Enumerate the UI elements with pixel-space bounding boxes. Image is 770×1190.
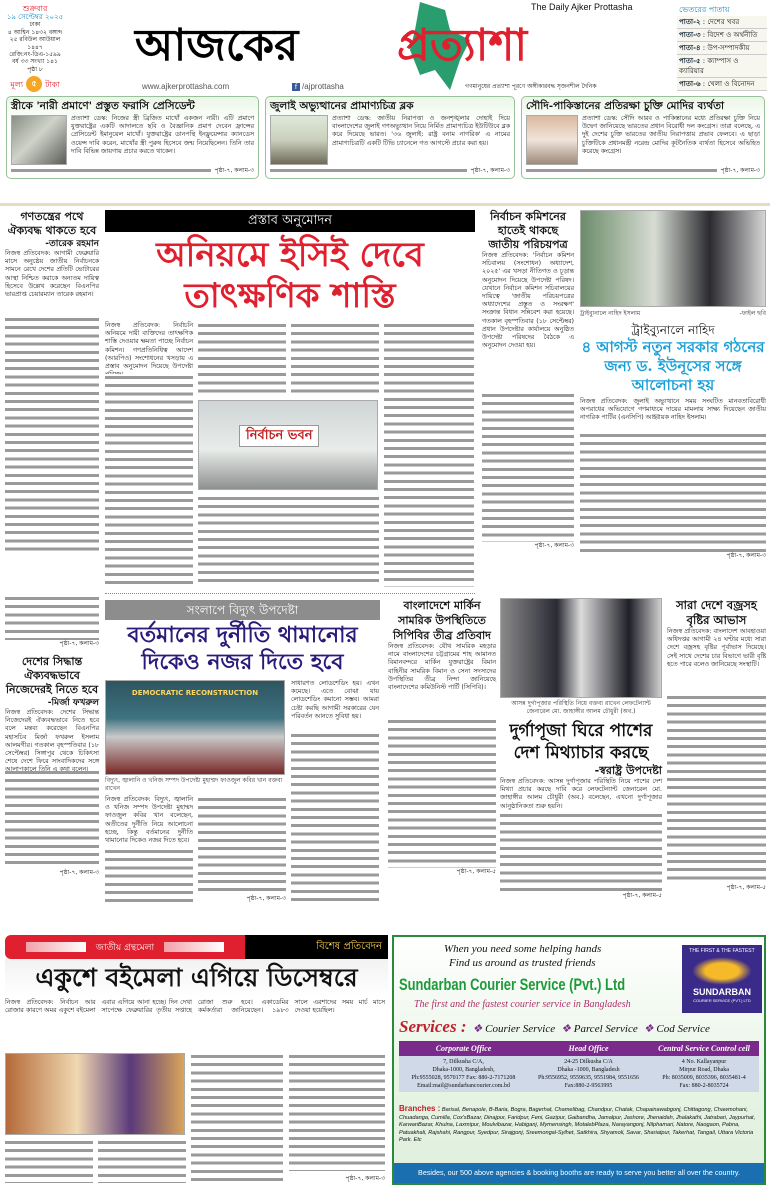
ad-company: Sundarban Courier Service (Pvt.) Ltd: [399, 975, 626, 994]
ad-footer: Besides, our 500 above agencies & booking booths are ready to serve you better all over the country.: [394, 1163, 764, 1183]
story-body: নিজস্ব প্রতিবেদক: আগামী ফেব্রুয়ারি মাসে অনুষ্ঠেয় জাতীয় নির্বাচনকে সামনে রেখে দেশের প্রতিটি ভোটারের আস্থা নিশ্চিত করাকে অন্যতম দায়িত্ব হিসেবে উল্লেখ করেছেন বিএনপির ভারপ্রাপ্ত চেয়ারম্যান তারেক রহমান।: [5, 250, 99, 299]
top-story-macron[interactable]: [6, 96, 259, 179]
photo-caption: বিদ্যুৎ, জ্বালানি ও খনিজ সম্পদ উপদেষ্টা মুহাম্মদ ফাওজুল কবির খান বক্তব্য রাখেন: [105, 777, 283, 792]
volume: বর্ষ ৩৩ সংখ্যা ১৪১: [12, 58, 58, 66]
date: ১৯ সেপ্টেম্বর ২০২৫: [6, 13, 64, 21]
continued-ref: পৃষ্ঠা-৭, কলাম-৩: [59, 869, 99, 876]
index-label: খেলা ও বিনোদন: [707, 80, 755, 88]
story-body-col2: [98, 1139, 186, 1183]
tiger-icon: [692, 957, 752, 985]
divider: [105, 593, 475, 594]
headline: দেশের সিদ্ধান্ত ঐক্যবদ্ধভাবে নিজেদেরই নিতে হবে: [5, 655, 99, 696]
index-page: পাতা-৬: [679, 80, 701, 88]
office-line: Mirpur Road, Dhaka: [679, 1067, 729, 1073]
byline: -মির্জা ফখরুল: [47, 698, 99, 708]
story-photo: [11, 115, 67, 165]
continued-ref: পৃষ্ঠা-৭, কলাম-৫: [622, 892, 662, 899]
story-photo: [105, 680, 285, 775]
story-photo: [270, 115, 328, 165]
story-body-col3: [191, 1053, 283, 1183]
services-label: Services :: [399, 1017, 467, 1036]
lead-headline-line1: অনিয়মে ইসিই দেবে: [156, 235, 424, 275]
story-body: নিজস্ব প্রতিবেদক: বাংলাদেশ আবহাওয়া অধিদপ্তর আগামী ২৪ ঘণ্টার মধ্যে সারা দেশে বজ্রসহ বৃষ্টির পূর্বাভাস দিয়েছে। সেই সাথে দেশের চার বিভাগে ভারী বৃষ্টি হতে পারে বলেও জানিয়েছে সংস্থাটি।: [667, 628, 766, 668]
story-power-adviser[interactable]: [105, 600, 380, 930]
index-page: পাতা-৩: [679, 31, 701, 39]
top-story-saudi-pakistan[interactable]: [521, 96, 765, 179]
bangla-date: ৪ আশ্বিন ১৪৩২ বঙ্গাব্দ: [7, 28, 63, 36]
office-line: Email:mail@sundarbancourier.com.bd: [417, 1083, 510, 1089]
lead-body: নিজস্ব প্রতিবেদক: নির্বাচনি অনিয়মে দায়ী ব্যক্তিদের তাৎক্ষণিক শাস্তি দেওয়ার ক্ষমতা পাচ্ছে নির্বাচন কমিশন। গণপ্রতিনিধিত্ব আদেশ (আরপিও) সংশোধনের খসড়ায় এ প্রস্তাব অনুমোদন দিয়েছে উপদেষ্টা: [105, 322, 193, 371]
continued-ref: পৃষ্ঠা-৭, কলাম-৫: [726, 884, 766, 891]
city: ঢাকা: [29, 21, 41, 29]
story-body-continued: [11, 167, 211, 175]
story-photo: [500, 598, 662, 698]
price: [4, 76, 66, 92]
story-body-continued: [270, 167, 467, 175]
headline: জুলাই অভ্যুত্থানের প্রামাণ্যচিত্র ব্লক: [270, 100, 414, 112]
story-body: নিজস্ব প্রতিবেদক: দেশের সিদ্ধান্ত নিজেদেরই ঐক্যবদ্ধভাবে নিতে হবে বলে মন্তব্য করেছেন বিএনপির মহাসচিব মির্জা ফখরুল ইসলাম আলমগীর। গতকাল বৃহস্পতিবার (১৮ সেপ্টেম্বর) সিঙ্গাপুর থেকে চিকিৎসা শেষে দেশে ফিরে সাংবাদিকদের সঙ্গে আলাপকালে তিনি এ কথা বলেন।: [5, 709, 99, 774]
continued-ref: পৃষ্ঠা-৭, কলাম-৩: [214, 167, 254, 174]
facebook-link[interactable]: /ajprottasha: [302, 82, 344, 91]
kicker: ট্রাইব্যুনালে নাহিদ: [631, 323, 715, 337]
lead-body-col1: [105, 374, 193, 587]
story-body-continued: [482, 392, 574, 542]
index-label: দেশের খবর: [707, 18, 740, 26]
lead-story[interactable]: [105, 210, 475, 590]
story-tarique[interactable]: [5, 210, 99, 590]
byline: -স্বরাষ্ট্র উপদেষ্টা: [594, 764, 662, 777]
photo-caption: আসন্ন দুর্গাপূজার পরিস্থিতি নিয়ে বক্তব্য রাখেন লেফটেন্যান্ট জেনারেল মো. জাহাঙ্গীর আলম চৌধুরী (অব.): [511, 700, 651, 715]
story-cpb[interactable]: [388, 598, 496, 930]
story-fakhrul[interactable]: [5, 655, 99, 930]
story-body-continued: [5, 769, 99, 869]
story-body: নিজস্ব প্রতিবেদক: নির্বাচন আর রোজার কারণে অমর একুশে বইমেলা এবার এগিয়ে আনা হচ্ছে। দিন দেখা সাপেক্ষে ফেব্রুয়ারির তৃতীয় সপ্তাহে রোজা শুরু হবে। একাডেমির কর্মকর্তারা জানিয়েছেন। ১৯৮৩ সালে এরশাদের সময় মার্চ মাসে দেওয়া হয়েছিল।: [5, 999, 385, 1015]
index-page: পাতা-৪: [679, 44, 701, 52]
story-body-col1: [105, 848, 193, 904]
services-row: [399, 1017, 710, 1039]
byline: -তারেক রহমান: [45, 239, 99, 249]
logo-sub: COURIER SERVICE (PVT.) LTD: [693, 998, 751, 1003]
page-count: পৃষ্ঠা ৮: [27, 65, 43, 73]
story-body: প্রত্যাশা ডেস্ক: জাতীয় নিরাপত্তা ও জনশৃঙ্খলার দোহাই দিয়ে বাংলাদেশের জুলাই গণঅভ্যুত্থান নিয়ে নির্মিত প্রামাণ্যচিত্র ইউটিউবে ব্লক করে দিয়েছে ভারত। '৩৬ জুলাই: রাষ্ট্র বনাম নাগরিক' এ নামের প্রামাণ্যচিত্রটি একটি টিভি চ্যানেলে গত আগস্টে প্রচার করা হয়।: [332, 115, 510, 147]
index-item[interactable]: পাতা-৪ : উপ-সম্পাদকীয়: [677, 42, 767, 55]
special-report-label: বিশেষ প্রতিবেদন: [245, 935, 388, 959]
date-box: [4, 4, 66, 92]
story-body-col1: [5, 1139, 93, 1183]
price-value: ৫: [26, 76, 42, 92]
office-line: 24-25 Dilkusha C/A: [564, 1059, 613, 1065]
headline: বাংলাদেশে মার্কিন সামরিক উপস্থিতিতে সিপিবির তীব্র প্রতিবাদ: [393, 599, 491, 642]
story-body-side-cont: [291, 732, 379, 905]
headline: সারা দেশে বজ্রসহ বৃষ্টির আভাস: [676, 598, 757, 627]
lead-kicker: প্রস্তাব অনুমোদন: [105, 210, 475, 232]
story-body-continued: [388, 718, 496, 868]
branches: [399, 1105, 761, 1145]
index-label: ক্যাম্পাস ও ক্যারিয়ার: [679, 57, 739, 75]
index-label: বিদেশ ও অর্থনীতি: [707, 31, 758, 39]
index-item[interactable]: পাতা-৫ : ক্যাম্পাস ও ক্যারিয়ার: [677, 55, 767, 78]
story-body-continued: [580, 432, 766, 552]
lead-body-col5: [198, 495, 379, 587]
offices-table: [399, 1041, 759, 1092]
office-title: Corporate Office: [435, 1044, 492, 1053]
index-item[interactable]: পাতা-২ : দেশের খবর: [677, 16, 767, 29]
office-line: 4 No. Kallayanpur: [681, 1059, 727, 1065]
ad-slogan: Find us around as trusted friends: [449, 957, 596, 969]
story-body: নিজস্ব প্রতিবেদক: 'নির্বাচন কমিশন সচিবালয় (সংশোধন) অধ্যাদেশ, ২০২৫' এর খসড়া নীতিগত ও চূড়ান্ত অনুমোদন দিয়েছে উপদেষ্টা পরিষদ। যেখানে নির্বাচন কমিশন সচিবালয়ের দায়িত্বে 'জাতীয় পরিচয়পত্রের অধ্যাদেশের প্রস্তুত ও সংরক্ষণ' সংক্রান্ত বিধান সন্নিবেশ করা হয়েছে। গতকাল বৃহস্পতিবার (১৮ সেপ্টেম্বর) প্রধান উপদেষ্টার কার্যালয়ে অনুষ্ঠিত উপদেষ্টা পরিষদের বৈঠকে এ অনুমোদন দেওয়া হয়।: [482, 252, 574, 350]
story-body-continued: [526, 167, 717, 175]
story-body-side: সাধারণত লোডশেডিং হয়। এখন কমেছে। এতে বোঝা যায় লোডশেডিং কমানো সম্ভব। আমরা চেষ্টা করছি আগামী সরকারের যেন পরিবর্তন আনতে সুবিধা হয়।: [291, 680, 379, 720]
logo: [135, 0, 645, 80]
story-body-continued: [667, 694, 766, 884]
logo-part1: আজকের: [135, 20, 299, 71]
continued-ref: পৃষ্ঠা-৭, কলাম-৩: [345, 1175, 385, 1182]
headline: একুশে বইমেলা এগিয়ে ডিসেম্বরে: [5, 959, 388, 997]
story-body-col2: [198, 796, 286, 892]
registration: রেজি:নং-ডিএ-১৫৯৯: [9, 51, 61, 59]
index-page: পাতা-৫: [679, 57, 701, 65]
logo-part2: প্রত্যাশা: [397, 20, 528, 71]
photo-banner: DEMOCRATIC RECONSTRUCTION: [131, 689, 259, 697]
index-page: পাতা-২: [679, 18, 701, 26]
story-bookfair[interactable]: [5, 935, 388, 1185]
lead-body-col3: [291, 322, 379, 396]
logo-name: SUNDARBAN: [693, 987, 751, 997]
story-body-col4: [289, 1053, 385, 1171]
story-body: নিজস্ব প্রতিবেদক: আসন্ন দুর্গাপূজার পরিস্থিতি নিয়ে পাশের দেশ মিথ্যা প্রচার করছে দাবি করে লেফটেন্যান্ট জেনারেল মো. জাহাঙ্গীর আলম চৌধুরী (অব.) বলেছেন, এখনো দুর্গাপূজার আনুষ্ঠানিকতা শুরু হয়নি।: [500, 778, 662, 810]
hijri-date: ২৫ রবিউল আউয়াল ১৪৪৭: [9, 36, 61, 51]
service-item: ❖ Courier Service: [472, 1023, 556, 1035]
price-label: মূল্য: [10, 79, 24, 89]
service-item: ❖ Cod Service: [643, 1023, 710, 1035]
index-item[interactable]: পাতা-৩ : বিদেশ ও অর্থনীতি: [677, 29, 767, 42]
story-weather[interactable]: [667, 598, 766, 930]
service-name: Courier Service: [485, 1023, 556, 1035]
branches-list: Barisal, Benapole, B-Baria, Bogra, Bagerhat, Chamelibag, Chandpur, Chatak, Chapainawabgonj, Chittagong, Chawmohani, Chuadanga, Cumilla, Cox'sBazar, Dinajpur, Faridpur, Feni, Gazipur, Gaibandha, Jamalpur, Jashore, Jhenaidah, Jhalakathi, Jatrabari, Jaypurhat, KarwanBazar, Khulna, Laxmipur, Moulvibazar, Habiganj, Mymensingh, MotalebPlaza, Narayangonj, Nilphamari, Natore, Naogaon, Pabna, Patuakhali, Rajshahi, Rangpur, Syedpur, Sirajgonj, Sreemongal-Sylhet, Satkhira, Shyamoli, Savar, Shariatpur, Takerhat, Tangail, Uttara Victoria Park. Etc: [399, 1107, 756, 1143]
office-title: Head Office: [568, 1044, 609, 1053]
photo-credit: -ফাইল ছবি: [739, 310, 766, 317]
kicker: সংলাপে বিদ্যুৎ উপদেষ্টা: [105, 600, 380, 620]
story-photo: [580, 210, 766, 307]
lead-photo: [198, 400, 378, 490]
continued-ref: পৃষ্ঠা-৭, কলাম-৩: [59, 640, 99, 647]
story-ec-nid[interactable]: [482, 210, 574, 590]
lead-body-col4: [384, 322, 474, 587]
story-body: প্রত্যাশা ডেস্ক: সৌদি আরব ও পাকিস্তানের মধ্যে প্রতিরক্ষা চুক্তি নিয়ে উদ্বেগ জানিয়েছে ভারতের প্রধান বিরোধী দল কংগ্রেস। তারা বলেছে, এ দুই দেশের চুক্তি ভারতের জাতীয় নিরাপত্তায় প্রভাব ফেলবে। এ ছাড়া চুক্তিটিকে প্রধানমন্ত্রী নরেন্দ্র মোদির কূটনৈতিক ব্যর্থতা হিসেবে অভিহিত করেছে কংগ্রেস।: [582, 115, 760, 155]
tagline: গণমানুষের প্রত্যাশা পূরণে অঙ্গীকারবদ্ধ সৃজনশীল দৈনিক: [465, 83, 597, 90]
headline: স্ত্রীকে 'নারী প্রমাণে' প্রস্তুত ফরাসি প্রেসিডেন্ট: [11, 100, 195, 112]
divider: [0, 203, 770, 206]
photo-sign: নির্বাচন ভবন: [239, 425, 319, 447]
office-line: Ph:9555028, 9570177 Fax: 880-2-7171208: [411, 1075, 516, 1081]
website-link[interactable]: www.ajkerprottasha.com: [142, 82, 230, 91]
continued-ref: পৃষ্ঠা-৭, কলাম-৫: [456, 868, 496, 875]
ad-slogan: When you need some helping hands: [444, 943, 602, 955]
lead-body-col2: [198, 322, 286, 396]
continued-ref: পৃষ্ঠা-৭, কলাম-৩: [246, 895, 286, 902]
continued-ref: পৃষ্ঠা-৭, কলাম-৩: [534, 542, 574, 549]
office-line: Fax:880-2-9563995: [564, 1083, 613, 1089]
headline: ৪ আগস্ট নতুন সরকার গঠনের জন্য ড. ইউনূসের সঙ্গে আলোচনা হয়: [581, 338, 765, 394]
story-body: নিজস্ব প্রতিবেদক: বিদ্যুৎ, জ্বালানি ও খনিজ সম্পদ উপদেষ্টা মুহাম্মদ ফাওজুল কবির খান বলেছেন, অতীতের দুর্নীতি নিয়ে আলোচনা হচ্ছে, কিন্তু বর্তমানের দুর্নীতি থামানোর দিকেও নজর দিতে হবে।: [105, 796, 193, 845]
kicker-label: জাতীয় গ্রন্থমেলা: [95, 942, 155, 953]
sundarban-logo: [682, 945, 762, 1013]
office-line: 7, Dilkusha C/A,: [443, 1059, 484, 1065]
story-photo: [5, 1053, 185, 1135]
office-line: Ph:9556952, 9559635, 9551984, 9551656: [538, 1075, 640, 1081]
index-title: ভেতরের পাতায়: [677, 3, 767, 16]
service-item: ❖ Parcel Service: [561, 1023, 638, 1035]
masthead: [0, 0, 770, 94]
kicker: [5, 935, 245, 959]
top-story-july-documentary[interactable]: [265, 96, 515, 179]
logo-top: THE FIRST & THE FASTEST: [689, 948, 755, 954]
story-tarique-cont: [5, 595, 99, 650]
office-title: Central Service Control cell: [658, 1044, 750, 1053]
headline: বর্তমানের দুর্নীতি থামানোর দিকেও নজর দিতে হবে: [127, 622, 358, 675]
story-body-continued: [5, 316, 99, 556]
story-body: প্রত্যাশা ডেস্ক: নিজের স্ত্রী ব্রিজিত মাখোঁ একজন নারী। এটি প্রমাণে যুক্তরাষ্ট্রের একটি আদালতে ছবি ও বৈজ্ঞানিক প্রমাণ দেবেন ফ্রান্সের প্রেসিডেন্ট ইমানুয়েল মাখোঁ। যুক্তরাষ্ট্রের ডানপন্থি ইনফ্লুয়েন্সার ক্যানডেস ওয়েন্স দাবি করেন, মাখোঁর স্ত্রী পুরুষ হিসেবে জন্ম নিয়েছিলেন। তিনি তার দাবি বিভিন্ন জায়গায় প্রচার করতে থাকেন।: [71, 115, 254, 155]
ad-subtitle: The first and the fastest courier service in Bangladesh: [414, 999, 631, 1010]
continued-ref: পৃষ্ঠা-৭, কলাম-৩: [720, 167, 760, 174]
headline: নির্বাচন কমিশনের হাতেই থাকছে জাতীয় পরিচয়পত্র: [488, 210, 568, 251]
office-line: Ph: 8035009, 8035396, 8035481-4: [662, 1075, 746, 1081]
story-nahid[interactable]: [580, 210, 766, 590]
currency: টাকা: [45, 79, 60, 89]
story-body: নিজস্ব প্রতিবেদক: যৌথ সামরিক মহড়ার নামে বাংলাদেশের চট্টগ্রামের শাহ আমানত বিমানবন্দরে মার্কিন যুক্তরাষ্ট্রের বিমান বাহিনীর সামরিক বিমান ও সেনা সদস্যদের উপস্থিতির তীব্র নিন্দা জানিয়েছে বাংলাদেশের কমিউনিস্ট পার্টি (সিপিবি)।: [388, 643, 496, 692]
continued-ref: পৃষ্ঠা-৭, কলাম-৩: [726, 552, 766, 559]
sundarban-courier-ad[interactable]: [392, 935, 766, 1185]
office-line: Dhaka-1000, Bangladesh,: [432, 1067, 495, 1073]
service-name: Parcel Service: [573, 1023, 638, 1035]
office-line: Fax: 880-2-8035724: [679, 1083, 729, 1089]
inside-index: [677, 3, 767, 91]
english-name: The Daily Ajker Prottasha: [531, 2, 633, 12]
day: শুক্রবার: [22, 4, 48, 13]
index-label: উপ-সম্পাদকীয়: [707, 44, 750, 52]
headline: সৌদি-পাকিস্তানের প্রতিরক্ষা চুক্তি মোদির ব্যর্থতা: [526, 100, 725, 112]
story-body: নিজস্ব প্রতিবেদক: জুলাই অভ্যুত্থানে সময় সংঘটিত মানবতাবিরোধী অপরাধের অভিযোগে গণমাধ্যমে দায়ের মামলায় সাক্ষ্য দিয়েছেন জাতীয় নাগরিক পার্টির (এনসিপি) আহ্বায়ক নাহিদ ইসলাম।: [580, 398, 766, 422]
continued-ref: পৃষ্ঠা-৭, কলাম-৩: [470, 167, 510, 174]
photo-caption: ট্রাইব্যুনালে নাহিদ ইসলাম: [580, 310, 641, 317]
facebook-icon: f: [292, 83, 300, 91]
story-body-continued: [500, 812, 662, 892]
branches-label: Branches :: [399, 1104, 441, 1113]
headline: দুর্গাপূজা ঘিরে পাশের দেশ মিথ্যাচার করছে: [509, 721, 653, 763]
service-name: Cod Service: [656, 1023, 710, 1035]
story-photo: [526, 115, 578, 165]
index-item[interactable]: পাতা-৬ : খেলা ও বিনোদন: [677, 78, 767, 91]
headline: গণতন্ত্রের পথে ঐক্যবদ্ধ থাকতে হবে: [7, 210, 97, 237]
office-line: Dhaka -1000, Bangladesh: [557, 1067, 620, 1073]
story-body-continued: [5, 595, 99, 640]
lead-headline-line2: তাৎক্ষণিক শাস্তি: [184, 276, 396, 316]
story-puja[interactable]: [500, 598, 662, 930]
